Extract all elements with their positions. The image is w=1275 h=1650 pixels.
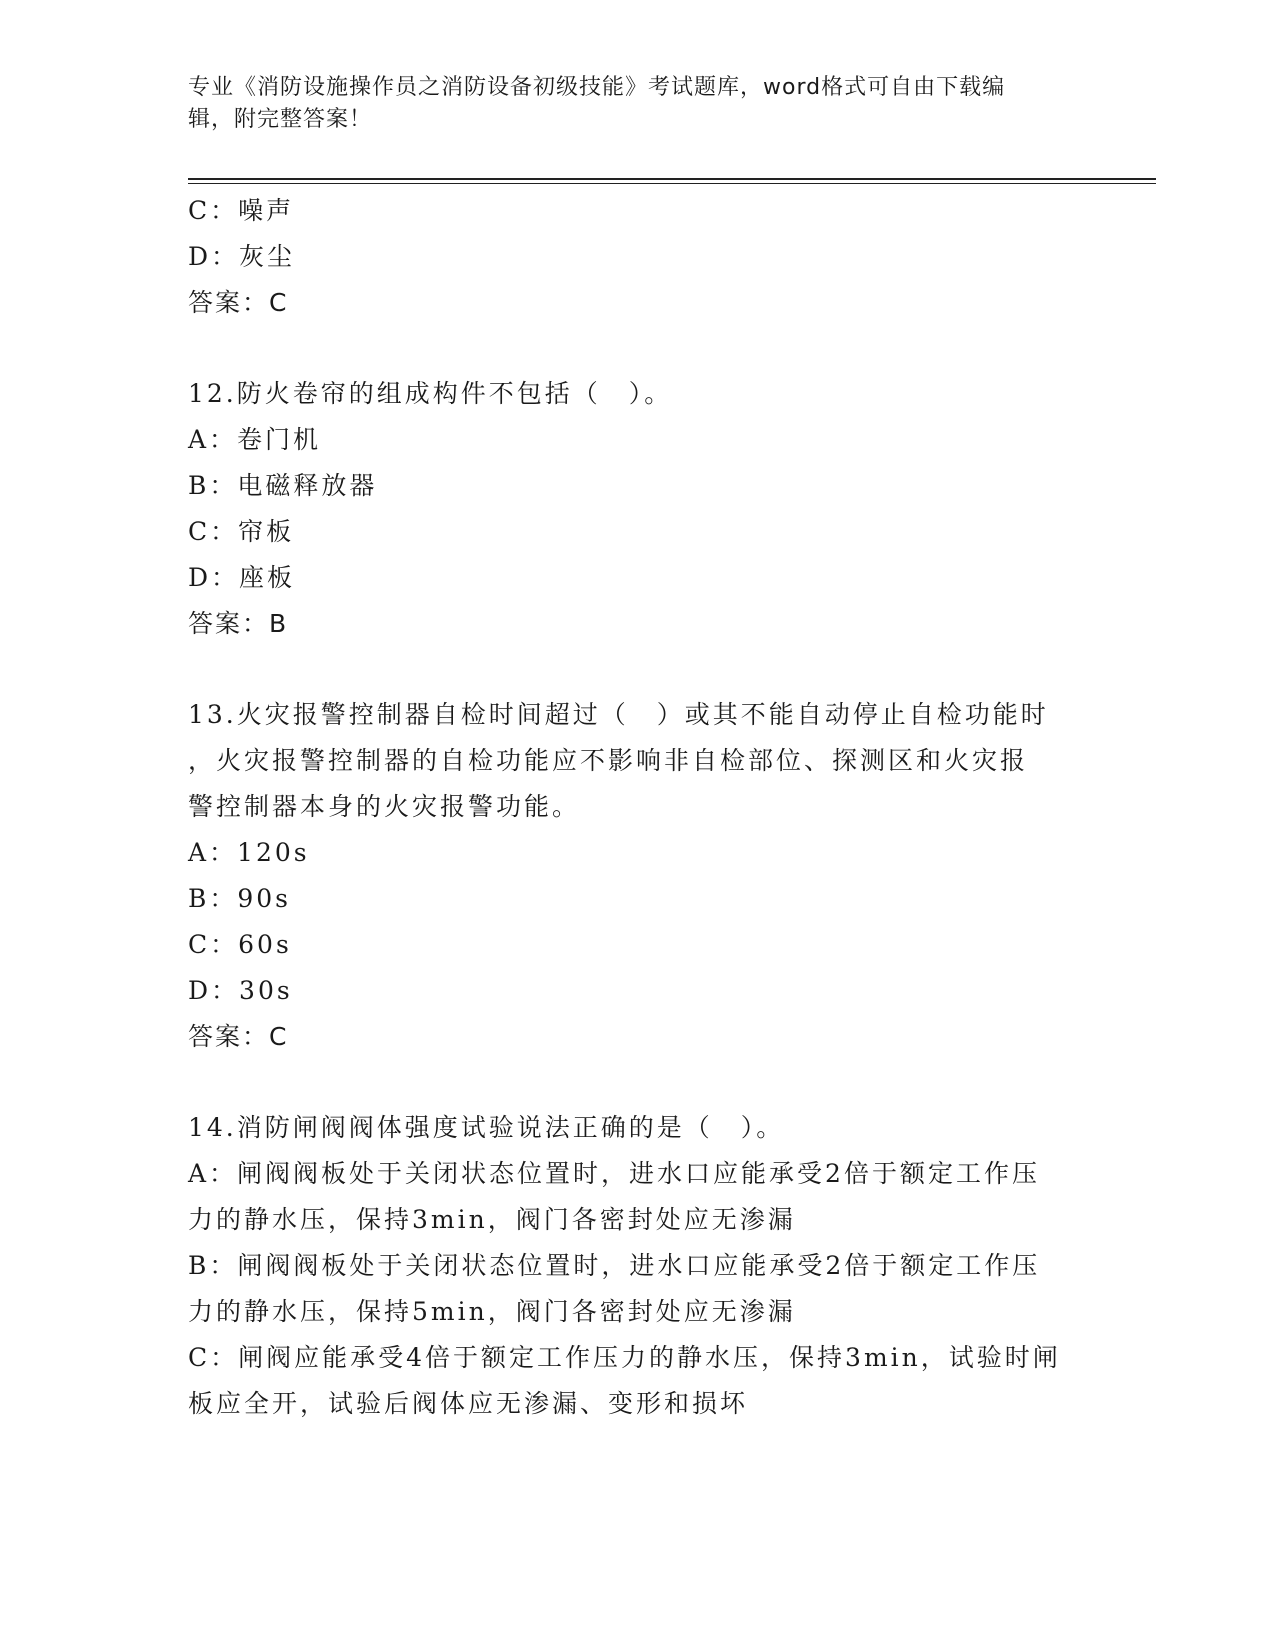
q13-option-c: C：60s xyxy=(188,930,292,959)
q13-option-d: D：30s xyxy=(188,976,293,1005)
spacer xyxy=(188,1060,1088,1105)
q12-option-d: D：座板 xyxy=(188,563,296,592)
header-divider-thick xyxy=(188,178,1156,180)
q14-option-c-line-2: 板应全开，试验后阀体应无渗漏、变形和损坏 xyxy=(188,1389,749,1418)
q14-stem: 14.消防闸阀阀体强度试验说法正确的是（ ）。 xyxy=(188,1113,785,1142)
q12-option-a: A：卷门机 xyxy=(188,425,322,454)
q12-option-c: C：帘板 xyxy=(188,517,295,546)
q14-option-c-line-1: C：闸阀应能承受4倍于额定工作压力的静水压，保持3min，试验时闸 xyxy=(188,1343,1061,1372)
q14-option-b-line-2: 力的静水压，保持5min，阀门各密封处应无渗漏 xyxy=(188,1297,796,1326)
q13-stem-line-3: 警控制器本身的火灾报警功能。 xyxy=(188,792,581,821)
question-11-tail xyxy=(188,188,1088,326)
q13-answer: 答案：C xyxy=(188,1022,289,1051)
q13-option-b: B：90s xyxy=(188,884,292,913)
q11-option-c: C：噪声 xyxy=(188,196,295,225)
question-content xyxy=(188,188,1088,1427)
q11-option-d: D：灰尘 xyxy=(188,242,296,271)
q11-answer: 答案：C xyxy=(188,288,289,317)
question-14 xyxy=(188,1105,1088,1427)
q14-option-a-line-2: 力的静水压，保持3min，阀门各密封处应无渗漏 xyxy=(188,1205,796,1234)
question-12 xyxy=(188,371,1088,647)
header-line-2: 辑，附完整答案！ xyxy=(188,107,373,132)
header-line-1: 专业《消防设施操作员之消防设备初级技能》考试题库，word格式可自由下载编 xyxy=(188,75,1006,100)
q12-option-b: B：电磁释放器 xyxy=(188,471,378,500)
q12-answer: 答案：B xyxy=(188,609,289,638)
q12-stem: 12.防火卷帘的组成构件不包括（ ）。 xyxy=(188,379,673,408)
question-13 xyxy=(188,692,1088,1060)
header-divider-thin xyxy=(188,183,1156,184)
q14-option-b-line-1: B：闸阀阀板处于关闭状态位置时，进水口应能承受2倍于额定工作压 xyxy=(188,1251,1041,1280)
spacer xyxy=(188,326,1088,371)
q13-option-a: A：120s xyxy=(188,838,310,867)
document-header xyxy=(188,72,1068,136)
q13-stem-line-2: ，火灾报警控制器的自检功能应不影响非自检部位、探测区和火灾报 xyxy=(188,746,1029,775)
q13-stem-line-1: 13.火灾报警控制器自检时间超过（ ）或其不能自动停止自检功能时 xyxy=(188,700,1049,729)
spacer xyxy=(188,647,1088,692)
q14-option-a-line-1: A：闸阀阀板处于关闭状态位置时，进水口应能承受2倍于额定工作压 xyxy=(188,1159,1040,1188)
